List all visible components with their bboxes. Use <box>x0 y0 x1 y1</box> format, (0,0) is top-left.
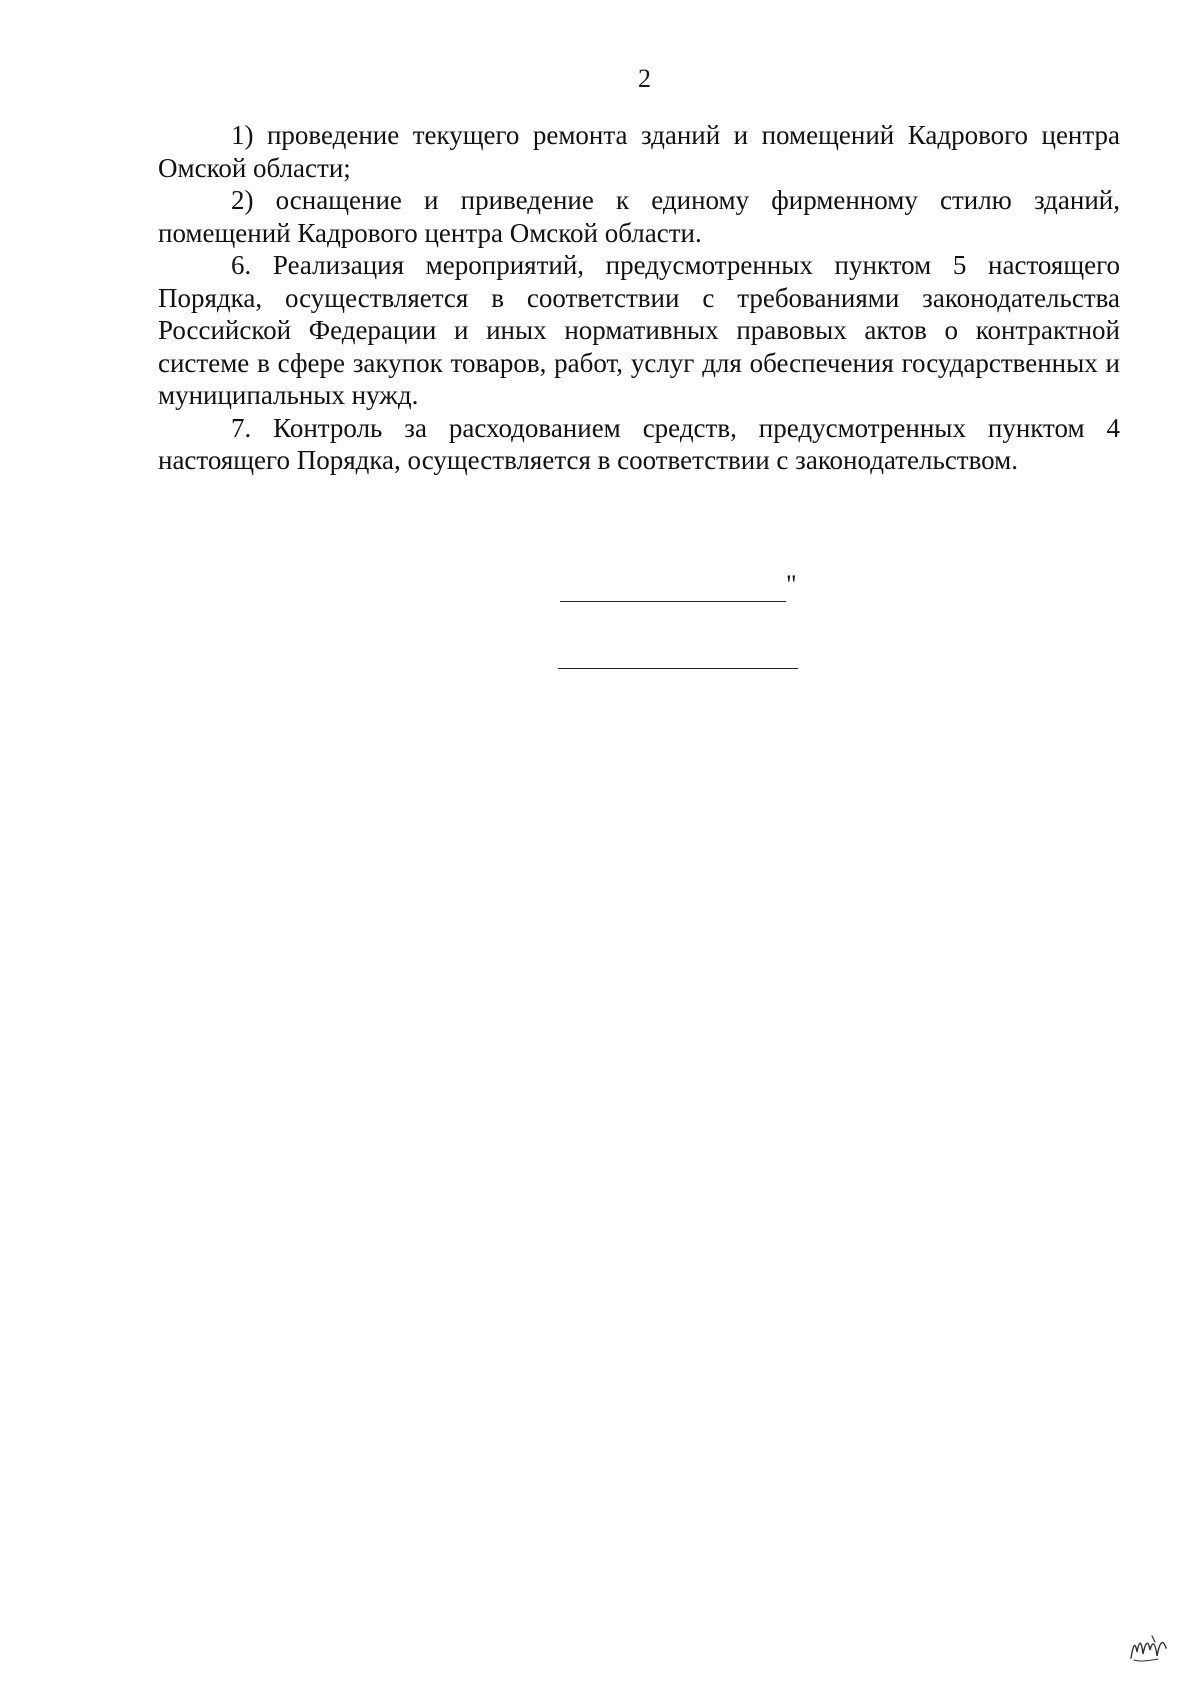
closing-rule <box>560 601 786 602</box>
document-body <box>158 119 1120 477</box>
paragraph-section-7: 7. Контроль за расходованием средств, предусмотренных пунктом 4 настоящего Порядка, осуществляется в соответствии с законодательством. <box>158 412 1120 475</box>
handwritten-initials-icon <box>1128 1632 1172 1664</box>
page-number: 2 <box>638 64 651 93</box>
end-of-document-rule <box>558 668 798 669</box>
paragraph-item-2: 2) оснащение и приведение к единому фирменному стилю зданий, помещений Кадрового центра Омской области. <box>158 185 1120 248</box>
paragraph-item-1: 1) проведение текущего ремонта зданий и помещений Кадрового центра Омской области; <box>158 120 1120 183</box>
paragraph-section-6: 6. Реализация мероприятий, предусмотренных пунктом 5 настоящего Порядка, осуществляется в соответствии с требованиями законодательства Российской Федерации и иных нормативных правовых актов о контрактной системе в сфере закупок товаров, работ, услуг для обеспечения государственных и муниципальных нужд. <box>158 250 1120 410</box>
closing-quote-mark: " <box>786 570 797 599</box>
